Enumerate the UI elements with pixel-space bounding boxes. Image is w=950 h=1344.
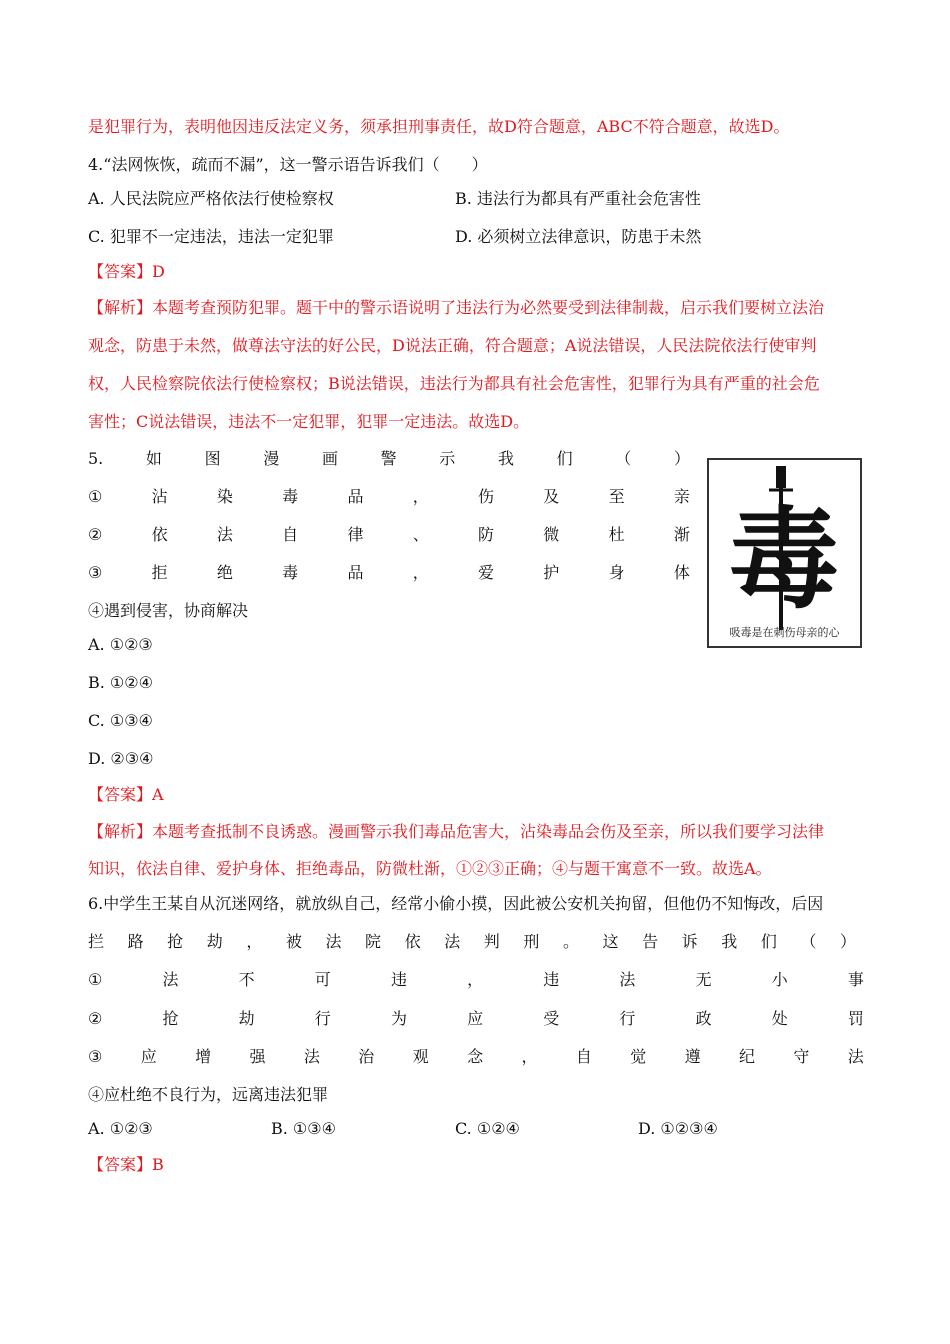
char: 、 <box>412 525 429 544</box>
char: 违 <box>390 970 407 989</box>
analysis-continuation: 是犯罪行为，表明他因违反法定义务，须承担刑事责任，故D符合题意，ABC不符合题意，故选D。 <box>88 117 790 136</box>
q6-stem-line-1: 6.中学生王某自从沉迷网络，就放纵自己，经常小偷小摸，因此被公安机关拘留，但他仍不知悔改，后因 <box>88 894 824 913</box>
q5-answer: 【答案】A <box>88 785 164 804</box>
char: 毒 <box>282 563 299 582</box>
char: 我 <box>721 932 738 951</box>
char: 抢 <box>162 1009 179 1028</box>
q6-item-4: ④应杜绝不良行为，远离违法犯罪 <box>88 1085 329 1104</box>
q5-stem-char: 漫 <box>263 449 280 468</box>
char: 处 <box>771 1009 788 1028</box>
char: 护 <box>543 563 560 582</box>
char: ① <box>88 970 103 989</box>
char: 至 <box>608 487 625 506</box>
char: ， <box>412 563 429 582</box>
q5-stem-char: 们 <box>556 449 573 468</box>
cartoon-image <box>709 460 860 646</box>
char: 毒 <box>282 487 299 506</box>
char: ② <box>88 1009 103 1028</box>
char: 拒 <box>151 563 168 582</box>
q4-option-b: B. 违法行为都具有严重社会危害性 <box>455 189 701 208</box>
char: 法 <box>619 970 636 989</box>
q4-analysis-line: 观念，防患于未然，做尊法守法的好公民，D说法正确，符合题意；A说法错误，人民法院依法行使审判 <box>88 336 817 355</box>
char: 们 <box>760 932 777 951</box>
q5-analysis-line: 知识，依法自律、爱护身体、拒绝毒品，防微杜渐，①②③正确；④与题干寓意不一致。故选A。 <box>88 859 772 878</box>
char: 依 <box>404 932 421 951</box>
char: 行 <box>619 1009 636 1028</box>
q5-stem-char: 图 <box>204 449 221 468</box>
q5-item-1 <box>88 486 690 508</box>
char: 沾 <box>151 487 168 506</box>
knife-handle <box>776 466 786 488</box>
char: ） <box>839 932 856 951</box>
char: 身 <box>608 563 625 582</box>
char: ， <box>412 487 429 506</box>
char: 判 <box>483 932 500 951</box>
char: 自 <box>282 525 299 544</box>
char: 违 <box>543 970 560 989</box>
q5-stem-char: （ <box>615 449 632 468</box>
char: ， <box>521 1047 538 1066</box>
q5-option-b: B. ①②④ <box>88 673 153 692</box>
char: ① <box>88 487 103 506</box>
q5-stem <box>88 448 690 470</box>
char: 不 <box>238 970 255 989</box>
char: 罚 <box>847 1009 864 1028</box>
char: 可 <box>314 970 331 989</box>
char: 法 <box>847 1047 864 1066</box>
char: ③ <box>88 563 103 582</box>
char: 品 <box>347 563 364 582</box>
q4-analysis-line: 害性；C说法错误，违法不一定犯罪，犯罪一定违法。故选D。 <box>88 412 530 431</box>
char: 院 <box>365 932 382 951</box>
q5-stem-char: 5. <box>88 449 104 468</box>
q4-analysis-line: 【解析】本题考查预防犯罪。题干中的警示语说明了违法行为必然要受到法律制裁，启示我们要树立法治 <box>88 298 825 317</box>
char: 觉 <box>630 1047 647 1066</box>
q4-option-a: A. 人民法院应严格依法行使检察权 <box>88 189 334 208</box>
q5-stem-char: ） <box>673 449 690 468</box>
char: 法 <box>216 525 233 544</box>
char: 亲 <box>673 487 690 506</box>
q5-option-c: C. ①③④ <box>88 711 153 730</box>
cartoon-glyph: 毒 <box>729 495 839 624</box>
q5-stem-char: 画 <box>321 449 338 468</box>
char: 增 <box>195 1047 212 1066</box>
char: 。 <box>562 932 579 951</box>
q5-option-a: A. ①②③ <box>88 635 153 654</box>
q5-stem-char: 警 <box>380 449 397 468</box>
q5-stem-char: 如 <box>145 449 162 468</box>
q4-stem: 4.“法网恢恢，疏而不漏”，这一警示语告诉我们（ ） <box>88 155 488 174</box>
char: ③ <box>88 1047 103 1066</box>
char: 爱 <box>478 563 495 582</box>
char: 拦 <box>88 932 105 951</box>
q4-option-d: D. 必须树立法律意识，防患于未然 <box>455 227 702 246</box>
char: 刑 <box>523 932 540 951</box>
char: 应 <box>140 1047 157 1066</box>
q4-analysis-line: 权，人民检察院依法行使检察权；B说法错误，违法行为都具有社会危害性，犯罪行为具有严重的社会危 <box>88 374 820 393</box>
char: 染 <box>216 487 233 506</box>
char: 小 <box>771 970 788 989</box>
char: 体 <box>673 563 690 582</box>
char: ， <box>467 970 484 989</box>
char: 告 <box>642 932 659 951</box>
char: 治 <box>358 1047 375 1066</box>
q5-stem-char: 示 <box>439 449 456 468</box>
char: 观 <box>412 1047 429 1066</box>
char: 为 <box>390 1009 407 1028</box>
char: 渐 <box>673 525 690 544</box>
char: 受 <box>543 1009 560 1028</box>
char: 劫 <box>206 932 223 951</box>
char: 行 <box>314 1009 331 1028</box>
char: 自 <box>575 1047 592 1066</box>
char: 法 <box>303 1047 320 1066</box>
q5-item-4: ④遇到侵害，协商解决 <box>88 601 249 620</box>
q6-option-d: D. ①②③④ <box>638 1119 718 1138</box>
char: （ <box>800 932 817 951</box>
q6-answer: 【答案】B <box>88 1155 164 1174</box>
char: 及 <box>543 487 560 506</box>
q6-stem-line-2 <box>88 931 856 953</box>
q5-item-2 <box>88 524 690 546</box>
q4-answer: 【答案】D <box>88 262 165 281</box>
q5-option-d: D. ②③④ <box>88 749 154 768</box>
q4-option-c: C. 犯罪不一定违法，违法一定犯罪 <box>88 227 334 246</box>
char: 法 <box>162 970 179 989</box>
char: 守 <box>793 1047 810 1066</box>
char: 抢 <box>167 932 184 951</box>
char: 法 <box>444 932 461 951</box>
char: ② <box>88 525 103 544</box>
char: 杜 <box>608 525 625 544</box>
char: 法 <box>325 932 342 951</box>
char: 这 <box>602 932 619 951</box>
char: 依 <box>151 525 168 544</box>
char: 品 <box>347 487 364 506</box>
char: 劫 <box>238 1009 255 1028</box>
q6-option-c: C. ①②④ <box>455 1119 520 1138</box>
char: 微 <box>543 525 560 544</box>
cartoon-figure <box>707 458 862 648</box>
q5-item-3 <box>88 562 690 584</box>
q6-item-3 <box>88 1046 864 1068</box>
q6-item-2 <box>88 1008 864 1030</box>
char: 无 <box>695 970 712 989</box>
char: 律 <box>347 525 364 544</box>
char: 强 <box>249 1047 266 1066</box>
char: 应 <box>467 1009 484 1028</box>
char: 念 <box>467 1047 484 1066</box>
char: 诉 <box>681 932 698 951</box>
char: 事 <box>847 970 864 989</box>
char: 路 <box>127 932 144 951</box>
char: 政 <box>695 1009 712 1028</box>
char: 伤 <box>478 487 495 506</box>
char: 防 <box>478 525 495 544</box>
char: 遵 <box>684 1047 701 1066</box>
q5-stem-char: 我 <box>497 449 514 468</box>
char: 被 <box>285 932 302 951</box>
char: ， <box>246 932 263 951</box>
q5-analysis-line: 【解析】本题考查抵制不良诱惑。漫画警示我们毒品危害大，沾染毒品会伤及至亲，所以我们要学习法律 <box>88 822 825 841</box>
q6-option-b: B. ①③④ <box>271 1119 336 1138</box>
char: 绝 <box>216 563 233 582</box>
char: 纪 <box>739 1047 756 1066</box>
cartoon-caption: 吸毒是在刺伤母亲的心 <box>729 626 840 639</box>
q6-option-a: A. ①②③ <box>88 1119 153 1138</box>
q6-item-1 <box>88 969 864 991</box>
